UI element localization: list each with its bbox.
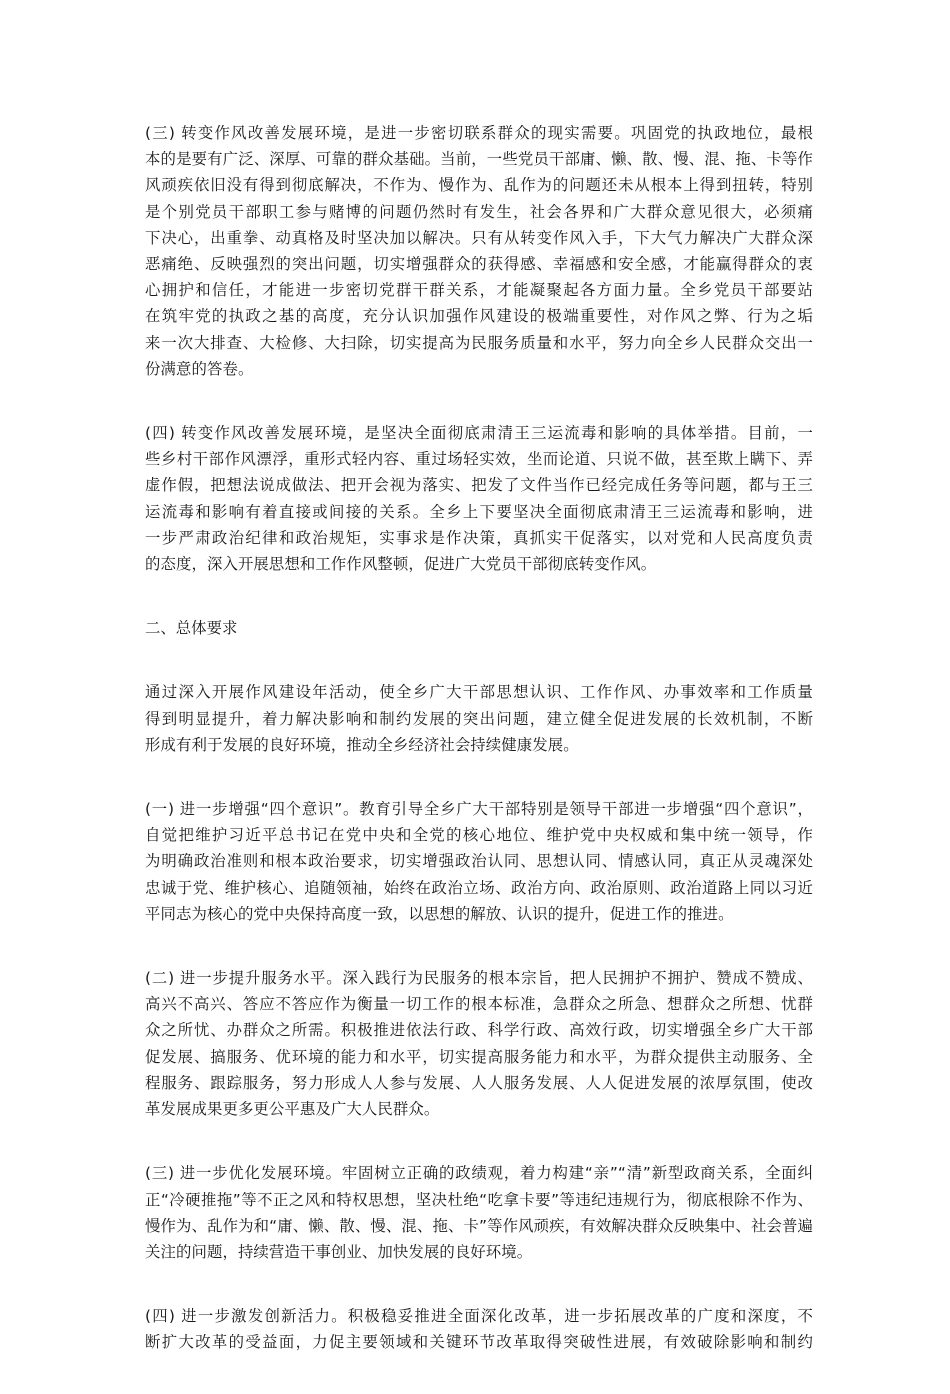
text-line: 得到明显提升，着力解决影响和制约发展的突出问题，建立健全促进发展的长效机制，不断 [145,709,813,728]
text-line: 革发展成果更多更公平惠及广大人民群众。 [145,1100,440,1119]
text-line: 众之所忧、办群众之所需。积极推进依法行政、科学行政、高效行政，切实增强全乡广大干部 [145,1021,813,1040]
text-line: 自觉把维护习近平总书记在党中央和全党的核心地位、维护党中央权威和集中统一领导，作 [145,826,813,845]
text-line: 是个别党员干部职工参与赌博的问题仍然时有发生，社会各界和广大群众意见很大，必须痛 [145,202,813,221]
text-line: 恶痛绝、反映强烈的突出问题，切实增强群众的获得感、幸福感和安全感，才能赢得群众的衷 [145,255,813,274]
text-line: 风顽疾依旧没有得到彻底解决，不作为、慢作为、乱作为的问题还未从根本上得到扭转，特别 [145,176,813,195]
text-line: 形成有利于发展的良好环境，推动全乡经济社会持续健康发展。 [145,735,579,754]
text-line: 份满意的答卷。 [145,359,254,378]
text-line: 的态度，深入开展思想和工作作风整顿，促进广大党员干部彻底转变作风。 [145,555,657,574]
paragraph-group-background [145,120,813,577]
text-line: 本的是要有广泛、深厚、可靠的群众基础。当前，一些党员干部庸、懒、散、慢、混、拖、卡等作 [145,150,813,169]
text-line: 为明确政治准则和根本政治要求，切实增强政治认同、思想认同、情感认同，真正从灵魂深处 [145,852,813,871]
text-line: 高兴不高兴、答应不答应作为衡量一切工作的根本标准，急群众之所急、想群众之所想、忧群 [145,995,813,1014]
text-line: 关注的问题，持续营造干事创业、加快发展的良好环境。 [145,1242,533,1261]
text-line: 来一次大排查、大检修、大扫除，切实提高为民服务质量和水平，努力向全乡人民群众交出一 [145,333,813,352]
text-line: 一步严肃政治纪律和政治规矩，实事求是作决策，真抓实干促落实，以对党和人民高度负责 [145,528,813,547]
text-line: (一) 进一步增强“四个意识”。教育引导全乡广大干部特别是领导干部进一步增强“四个意识”， [145,800,813,819]
text-line: 通过深入开展作风建设年活动，使全乡广大干部思想认识、工作作风、办事效率和工作质量 [145,683,813,702]
paragraph-group-requirements [145,679,813,1355]
paragraph-p-overall [145,679,813,758]
text-line: (四) 进一步激发创新活力。积极稳妥推进全面深化改革，进一步拓展改革的广度和深度，不 [145,1307,813,1326]
text-line: 在筑牢党的执政之基的高度，充分认识加强作风建设的极端重要性，对作风之弊、行为之垢 [145,307,813,326]
text-line: 下决心，出重拳、动真格及时坚决加以解决。只有从转变作风入手，下大气力解决广大群众深 [145,228,813,247]
text-line: 程服务、跟踪服务，努力形成人人参与发展、人人服务发展、人人促进发展的浓厚氛围，使改 [145,1073,813,1092]
text-line: 断扩大改革的受益面，力促主要领域和关键环节改革取得突破性进展，有效破除影响和制约 [145,1333,813,1352]
text-line: (二) 进一步提升服务水平。深入践行为民服务的根本宗旨，把人民拥护不拥护、赞成不赞成、 [145,969,813,988]
text-line: 慢作为、乱作为和“庸、懒、散、慢、混、拖、卡”等作风顽疾，有效解决群众反映集中、社会普遍 [145,1216,813,1235]
text-line: (三) 进一步优化发展环境。牢固树立正确的政绩观，着力构建“亲”“清”新型政商关系，全面纠 [145,1164,813,1183]
text-line: 正“冷硬推拖”等不正之风和特权思想，坚决杜绝“吃拿卡要”等违纪违规行为，彻底根除不作为、 [145,1190,813,1209]
text-line: 忠诚于党、维护核心、追随领袖，始终在政治立场、政治方向、政治原则、政治道路上同以习近 [145,878,813,897]
text-line: (四) 转变作风改善发展环境，是坚决全面彻底肃清王三运流毒和影响的具体举措。目前，一 [145,424,813,443]
paragraph-p-4-style [145,420,813,577]
text-line: 平同志为核心的党中央保持高度一致，以思想的解放、认识的提升，促进工作的推进。 [145,904,734,923]
paragraph-p-req-4 [145,1303,813,1355]
text-line: 促发展、搞服务、优环境的能力和水平，切实提高服务能力和水平，为群众提供主动服务、全 [145,1047,813,1066]
paragraph-p-3-style [145,120,813,382]
paragraph-p-req-2 [145,965,813,1122]
paragraph-p-req-1 [145,796,813,927]
text-line: 些乡村干部作风漂浮，重形式轻内容、重过场轻实效，坐而论道、只说不做，甚至欺上瞒下、弄 [145,450,813,469]
text-line: 心拥护和信任，才能进一步密切党群干群关系，才能凝聚起各方面力量。全乡党员干部要站 [145,281,813,300]
text-line: (三) 转变作风改善发展环境，是进一步密切联系群众的现实需要。巩固党的执政地位，最根 [145,124,813,142]
text-line: 运流毒和影响有着直接或间接的关系。全乡上下要坚决全面彻底肃清王三运流毒和影响，进 [145,502,813,521]
paragraph-p-req-3 [145,1160,813,1265]
section-heading: 二、总体要求 [145,619,238,638]
text-line: 虚作假，把想法说成做法、把开会视为落实、把发了文件当作已经完成任务等问题，都与王三 [145,476,813,495]
document-body [145,120,813,1394]
